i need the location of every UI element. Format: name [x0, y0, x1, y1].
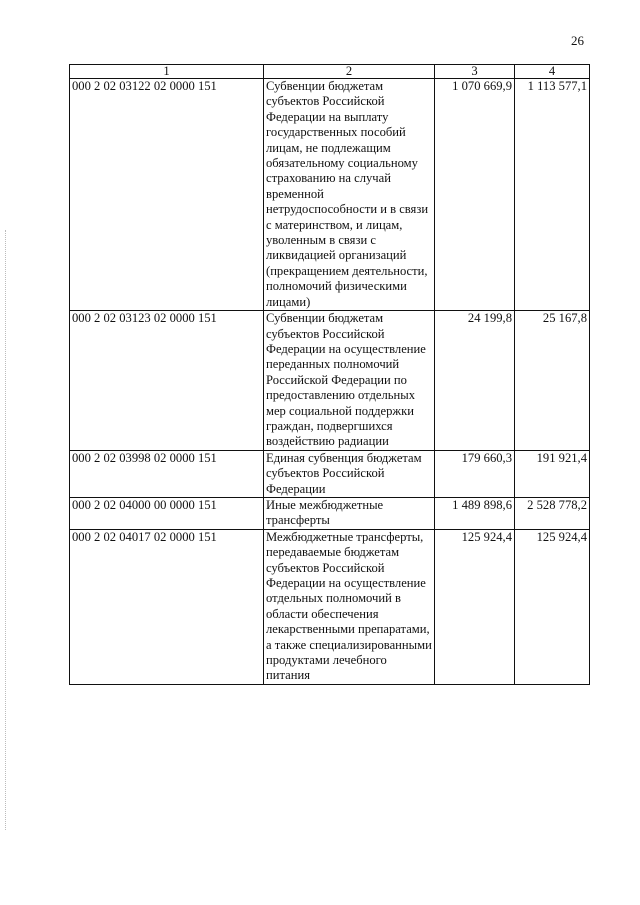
table-header-row	[70, 65, 590, 79]
row-code: 000 2 02 03123 02 0000 151	[70, 311, 264, 451]
page-number: 26	[571, 33, 584, 48]
row-value-col4: 125 924,4	[515, 529, 590, 684]
table-row	[70, 79, 590, 311]
row-value-col4: 191 921,4	[515, 450, 590, 497]
row-name: Межбюджетные трансферты, передаваемые бюджетам субъектов Российской Федерации на осуществление отдельных полномочий в области обеспечения лекарственными препаратами, а также специализированными продуктами лечебного питания	[264, 529, 435, 684]
column-header: 3	[435, 65, 515, 79]
row-code: 000 2 02 04017 02 0000 151	[70, 529, 264, 684]
budget-table	[69, 64, 590, 685]
table-row	[70, 497, 590, 529]
row-value-col4: 25 167,8	[515, 311, 590, 451]
row-code: 000 2 02 04000 00 0000 151	[70, 497, 264, 529]
table-row	[70, 450, 590, 497]
row-name: Субвенции бюджетам субъектов Российской Федерации на выплату государственных пособий лицам, не подлежащим обязательному социальному страхованию на случай временной нетрудоспособности и в связи с материнством, и лицам, уволенным в связи с ликвидацией организаций (прекращением деятельности, полномочий физическими лицами)	[264, 79, 435, 311]
row-name: Субвенции бюджетам субъектов Российской Федерации на осуществление переданных полномочий Российской Федерации по предоставлению отдельных мер социальной поддержки граждан, подвергшихся воздействию радиации	[264, 311, 435, 451]
row-value-col3: 1 070 669,9	[435, 79, 515, 311]
row-value-col3: 24 199,8	[435, 311, 515, 451]
column-header: 1	[70, 65, 264, 79]
row-value-col3: 125 924,4	[435, 529, 515, 684]
table-row	[70, 529, 590, 684]
row-value-col3: 1 489 898,6	[435, 497, 515, 529]
row-value-col4: 1 113 577,1	[515, 79, 590, 311]
column-header: 2	[264, 65, 435, 79]
scan-edge-mark	[5, 230, 7, 830]
row-value-col4: 2 528 778,2	[515, 497, 590, 529]
row-value-col3: 179 660,3	[435, 450, 515, 497]
row-name: Иные межбюджетные трансферты	[264, 497, 435, 529]
table-row	[70, 311, 590, 451]
row-name: Единая субвенция бюджетам субъектов Российской Федерации	[264, 450, 435, 497]
column-header: 4	[515, 65, 590, 79]
row-code: 000 2 02 03998 02 0000 151	[70, 450, 264, 497]
row-code: 000 2 02 03122 02 0000 151	[70, 79, 264, 311]
